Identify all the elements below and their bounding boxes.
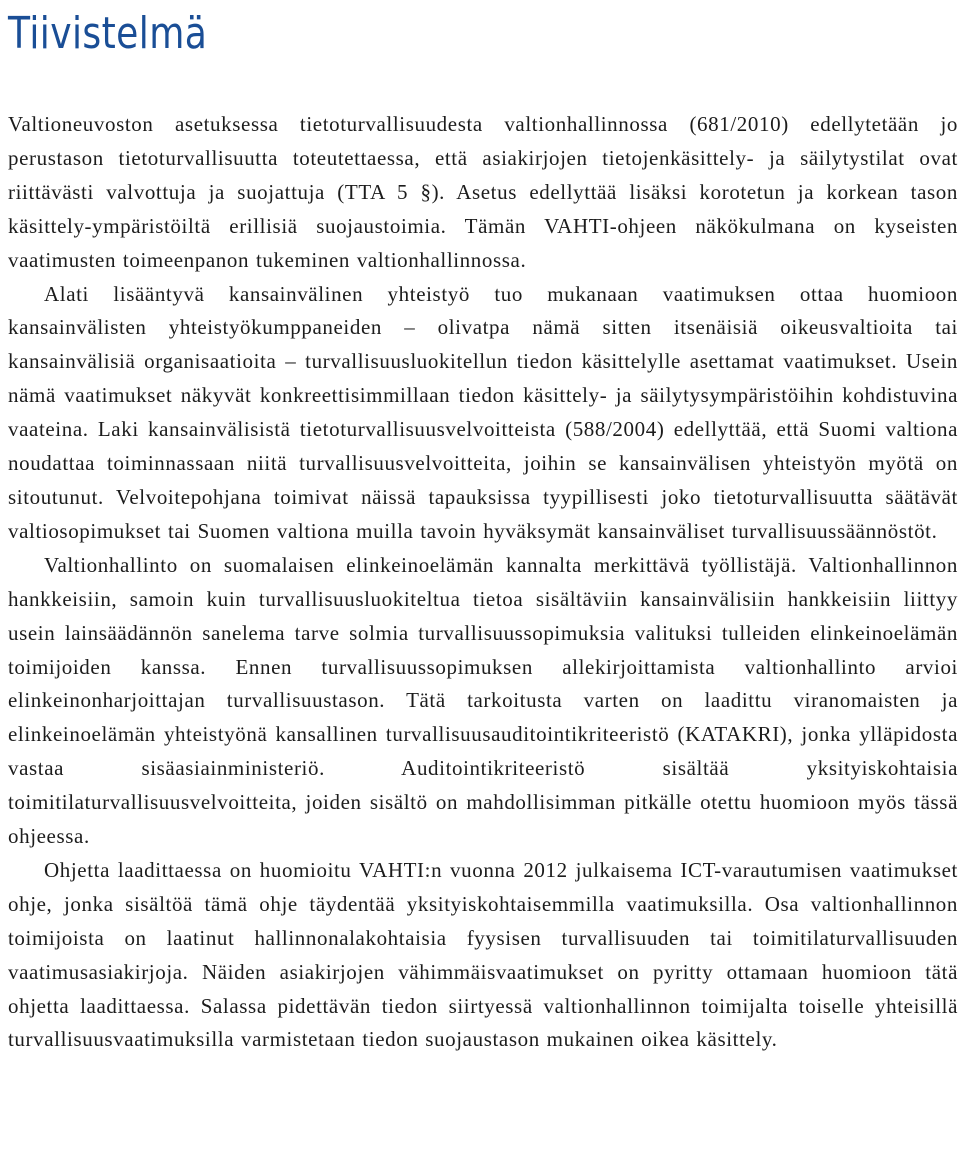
- paragraph-2: Alati lisääntyvä kansainvälinen yhteistyö tuo mukanaan vaatimuksen ottaa huomioon kansainvälisten yhteistyökumppaneiden – olivatpa nämä sitten itsenäisiä oikeusvaltioita tai kansainvälisiä organisaatioita – turvallisuusluokitellun tiedon käsittelylle asettamat vaatimukset. Usein nämä vaatimukset näkyvät konkreettisimmillaan tiedon käsittely- ja säilytysympäristöihin kohdistuvina vaateina. Laki kansainvälisistä tietoturvallisuusvelvoitteista (588/2004) edellyttää, että Suomi valtiona noudattaa toiminnassaan niitä turvallisuusvelvoitteita, joihin se kansainvälisen yhteistyön myötä on sitoutunut. Velvoitepohjana toimivat näissä tapauksissa tyypillisesti joko tietoturvallisuutta säätävät valtiosopimukset tai Suomen valtiona muilla tavoin hyväksymät kansainväliset turvallisuussäännöstöt.: [8, 281, 958, 543]
- page-title: Tiivistelmä: [8, 8, 208, 59]
- paragraph-1: Valtioneuvoston asetuksessa tietoturvallisuudesta valtionhallinnossa (681/2010) edellytetään jo perustason tietoturvallisuutta toteutettaessa, että asiakirjojen tietojenkäsittely- ja säilytystilat ovat riittävästi valvottuja ja suojattuja (TTA 5 §). Asetus edellyttää lisäksi korotetun ja korkean tason käsittely-ympäristöiltä erillisiä suojaustoimia. Tämän VAHTI-ohjeen näkökulmana on kyseisten vaatimusten toimeenpanon tukeminen valtionhallinnossa.: [8, 112, 958, 272]
- summary-body: [8, 108, 958, 1057]
- document-page: [8, 0, 958, 1057]
- paragraph-4: Ohjetta laadittaessa on huomioitu VAHTI:n vuonna 2012 julkaisema ICT-varautumisen vaatimukset ohje, jonka sisältöä tämä ohje täydentää yksityiskohtaisemmilla vaatimuksilla. Osa valtionhallinnon toimijoista on laatinut hallinnonalakohtaisia fyysisen turvallisuuden tai toimitilaturvallisuuden vaatimusasiakirjoja. Näiden asiakirjojen vähimmäisvaatimukset on pyritty ottamaan huomioon tätä ohjetta laadittaessa. Salassa pidettävän tiedon siirtyessä valtionhallinnon toimijalta toiselle yhteisillä turvallisuusvaatimuksilla varmistetaan tiedon suojaustason mukainen oikea käsittely.: [8, 857, 958, 1052]
- paragraph-3: Valtionhallinto on suomalaisen elinkeinoelämän kannalta merkittävä työllistäjä. Valtionhallinnon hankkeisiin, samoin kuin turvallisuusluokiteltua tietoa sisältäviin kansainvälisiin hankkeisiin liittyy usein lainsäädännön sanelema tarve solmia turvallisuussopimuksia valituksi tulleiden elinkeinoelämän toimijoiden kanssa. Ennen turvallisuussopimuksen allekirjoittamista valtionhallinto arvioi elinkeinonharjoittajan turvallisuustason. Tätä tarkoitusta varten on laadittu viranomaisten ja elinkeinoelämän yhteistyönä kansallinen turvallisuusauditointikriteeristö (KATAKRI), jonka ylläpidosta vastaa sisäasiainministeriö. Auditointikriteeristö sisältää yksityiskohtaisia toimitilaturvallisuusvelvoitteita, joiden sisältö on mahdollisimman pitkälle otettu huomioon myös tässä ohjeessa.: [8, 552, 958, 849]
